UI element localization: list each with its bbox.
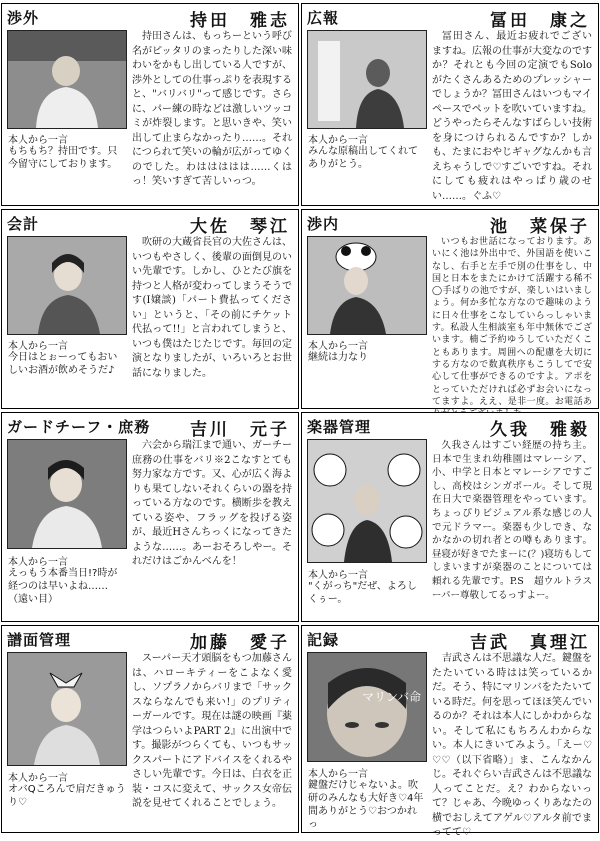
photo-overlay-text: マリンバ命 <box>362 690 422 704</box>
portrait-image <box>308 440 426 562</box>
caption-text: みんな原稿出してくれてありがとう。 <box>308 146 418 170</box>
caption-text: "くがっち"だぜ、よろしくぅー。 <box>308 581 417 605</box>
role-label: 譜面管理 <box>7 631 72 649</box>
caption-text: オバQころんで肩だきゅうり♡ <box>8 784 126 808</box>
caption-text: 鍵盤だけじゃないよ。吹研のみんなも大好き♡4年間ありがとう♡おつかれっ <box>308 780 424 830</box>
profile-text: 冨田さん、最近お疲れでございますね。広報の仕事が大変なのですか？それとも今回の定演でもSoloがたくさんあるためのプレッシャーでしょうか？冨田さんはいつもマイペースでペットを吹いていますね。どうやったらそんなすばらしい技術を身につけられるんですか？しかも、たまにおやじギャグなんかも言えちゃうしで♡すごいですね。それにしても疲れはやっぱり歳のせい……。ぐふ♡ <box>432 31 592 202</box>
card-header <box>2 413 298 440</box>
role-label: 渉外 <box>7 9 40 27</box>
portrait-photo <box>7 439 127 549</box>
person-name: 池 菜保子 <box>490 217 590 237</box>
caption-heading: 本人から一言 <box>308 570 368 581</box>
card-header <box>2 4 298 31</box>
caption-heading: 本人から一言 <box>308 341 368 352</box>
role-label: 渉内 <box>307 215 340 233</box>
caption-heading: 本人から一言 <box>8 773 68 784</box>
person-name: 吉川 元子 <box>190 420 290 440</box>
profile-card-kaikei <box>1 209 299 409</box>
person-name: 久我 雅毅 <box>490 420 590 440</box>
profile-text: 持田さんは、もっちーという呼び名がピッタリのまったりした深い味わいをかもし出している人ですが、渉外としての仕事っぷりを表現すると、"バリバリ"って感じです。さらに、パー練の時などは激しいツッコミが炸裂します。と思いきや、笑い出して止まらなかったり……。それにつられて笑いの輪が広がってゆくのでした。わははははは……くはっ！笑いすぎて苦しいっつ。 <box>132 31 292 187</box>
portrait-photo <box>7 236 127 335</box>
portrait-photo <box>307 236 427 335</box>
portrait-image <box>8 440 126 548</box>
portrait-photo <box>307 652 427 762</box>
portrait-image <box>8 31 126 128</box>
portrait-image <box>308 31 426 128</box>
card-header <box>302 210 598 237</box>
caption-text: えっもう本番当日!?時が経つのは早いよね……（遠い目） <box>8 568 118 605</box>
profile-card-shogai <box>1 3 299 206</box>
portrait-image <box>8 237 126 334</box>
person-name: 吉武 真理江 <box>470 633 590 653</box>
caption-text: 継続は力なり <box>308 352 368 363</box>
portrait-image <box>308 237 426 334</box>
profile-card-guard-chief <box>1 412 299 622</box>
profile-card-score <box>1 625 299 833</box>
portrait-photo <box>307 30 427 129</box>
role-label: ガードチーフ・庶務 <box>7 418 151 436</box>
person-name: 大佐 琴江 <box>190 217 290 237</box>
card-header <box>2 626 298 653</box>
caption-text: もちもち？持田です。只今留守にしております。 <box>8 146 118 170</box>
portrait-photo <box>7 652 127 766</box>
person-name: 加藤 愛子 <box>190 633 290 653</box>
profile-text: スーパー天才頭脳をもつ加藤さんは、ハローキティーをこよなく愛し、ソプラノからバリまで「サックスならなんでも来い!」のプリティーガールです。現在は謎の映画『薬学はつらいよPART 2』に出演中です。撮影がつらくても、いつもサックスパートにアドバイスをくれるやさしい先輩です。今日は、白衣を正装・コスに変えて、サックス女帝伝説を見せてくれることでしょう。 <box>132 653 292 809</box>
card-header <box>302 4 598 31</box>
card-header <box>302 626 598 653</box>
caption-heading: 本人から一言 <box>8 135 68 146</box>
caption-heading: 本人から一言 <box>308 769 368 780</box>
profile-card-record <box>301 625 599 838</box>
profile-text: いつもお世話になっております。あいにく池は外出中で、外国語を使いこなし、右手と左手で別の仕事をし、中国と日本をまたにかけて活躍する稀不◯手ばりの池ですが、楽しいはいましょう。何か多忙な方なので趣味のように日々仕事をこなしていらっしゃいます。私設人生相談室も年中無休でございます。楠ご予約ゆうしていただくこともあります。周囲への配慮を大切にする方なので数真秩序もこうしてで安心して仕事ができるのですよ。アポをとっていただければ必ずお会いになってますよ。ええ、是非一度。お電話あ <box>432 237 592 407</box>
profile-text: 久我さんはすごい経歴の持ち主。日本で生まれ幼稚園はマレーシア、小、中学と日本とマレーシアですごし、高校はシンガポール。そして現在日大で楽器管理をやっています。ちょっぴりビジュアル系な感じの人で元ドラマー。楽器も少しでき、なかなかの切れ者との噂もあります。昼寝が好きでたまーに(？)寝坊もしてしまいますが楽器のことについては頼れる先輩です。P.S 超ウルトラスーパー尊敬してるっすよー。 <box>432 440 592 601</box>
profile-text: 六会から瑞江まで通い、ガーチー庶務の仕事をバリ※2こなすとても努力家な方です。又、心が広く海よりも果てしないそれくらいの器を持っている方なのです。横断歩を教えている姿や、フラッグを投げる姿が、最近Hさんちっくになってきたような……。あーおそろしやー。それだけはごかんべんを！ <box>132 440 292 567</box>
caption-heading: 本人から一言 <box>8 557 68 568</box>
portrait-photo <box>7 30 127 129</box>
card-header <box>2 210 298 237</box>
profile-text: 吉武さんは不思議な人だ。鍵盤をたたいている時はは笑っているかだ。そう、特にマリンバをたたいている時だ。何を思ってほほ笑んでいるのか？それは本人にしかわからない。そして私にもちろんわからない。本人にきいてみよう。「えー♡♡♡（以下省略）」ま、こんなかんじ。それぐらい吉武さんは不思議な人ってことだ。え？わからないって？じゃあ、今晩ゆっくりあなたの横でおしえてアゲル♡アルタ前でまってて♡ <box>432 653 592 838</box>
caption-heading: 本人から一言 <box>8 341 68 352</box>
person-name: 持田 雅志 <box>190 11 290 31</box>
caption-heading: 本人から一言 <box>308 135 368 146</box>
profile-card-koho <box>301 3 599 206</box>
role-label: 記録 <box>307 631 340 649</box>
portrait-image <box>308 653 426 761</box>
profile-text: 吹研の大蔵省長官の大佐さんは、いつもやさしく、後輩の面倒見のいい先輩です。しかし、ひとたび旗を持つと人格が変わってしまうそうです(I嬢談)「パート費払ってください」というと、「その前にチケット代払って!!」と言われてしまうと、いつも僕はたじたじです。毎回の定演となりましたが、いろいろとお世話になりました。 <box>132 237 292 379</box>
person-name: 冨田 康之 <box>490 11 590 31</box>
card-header <box>302 413 598 440</box>
portrait-image <box>8 653 126 765</box>
role-label: 広報 <box>307 9 340 27</box>
profile-card-shonai <box>301 209 599 409</box>
role-label: 会計 <box>7 215 40 233</box>
caption-text: 今日はとぉーってもおいしいお酒が飲めそうだ♪ <box>8 352 118 376</box>
role-label: 楽器管理 <box>307 418 372 436</box>
profile-card-instrument <box>301 412 599 622</box>
portrait-photo <box>307 439 427 563</box>
